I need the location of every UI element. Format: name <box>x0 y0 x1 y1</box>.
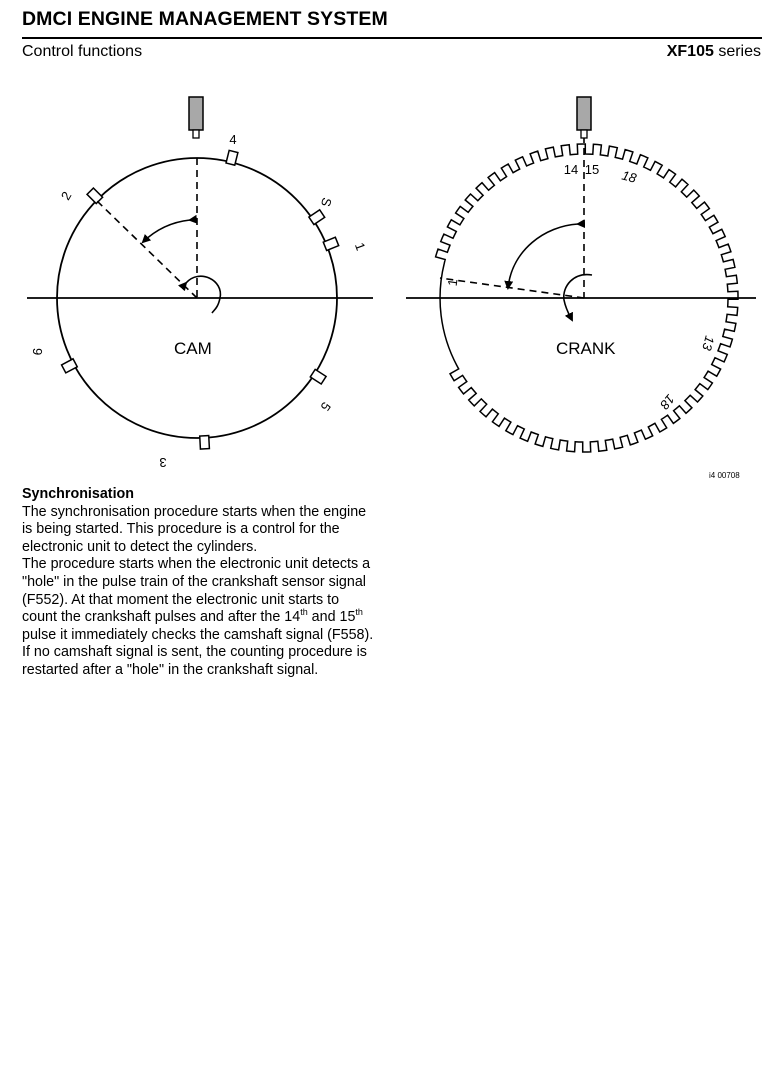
tooth-number-label: 14 <box>563 162 579 177</box>
crank-tooth-reference-line <box>440 278 584 298</box>
crank-sensor-tip <box>581 130 587 138</box>
cam-tooth-reference-line <box>96 200 197 298</box>
crank-wheel <box>406 97 756 452</box>
cam-angle-arc <box>186 276 220 313</box>
cam-sensor-icon <box>189 97 203 130</box>
cam-tooth <box>310 369 326 384</box>
tooth-number-label: 13 <box>699 334 718 353</box>
tooth-number-label: 2 <box>57 188 75 203</box>
cam-tooth-numbers <box>30 132 369 470</box>
cam-tooth <box>323 237 338 250</box>
series-word: series <box>718 43 761 60</box>
figure-reference: i4 00708 <box>709 471 740 480</box>
paragraph-2: The procedure starts when the electronic unit detects a "hole" in the pulse train of the crankshaft sensor signal (F552). At that moment the electronic unit starts to count the crankshaft pulses and after the 14th and 15th pulse it immediately checks the camshaft signal (F558). If no camshaft signal is sent, the counting procedure is restarted after a "hole" in the crankshaft signal. <box>22 556 374 678</box>
cam-tooth <box>62 359 78 373</box>
title-divider <box>22 37 762 39</box>
crank-sensor-icon <box>577 97 591 130</box>
cam-sensor-tip <box>193 130 199 138</box>
section-heading: Synchronisation <box>22 486 135 502</box>
tooth-number-label: 4 <box>229 132 237 147</box>
tooth-number-label: 3 <box>159 455 167 470</box>
crank-tooth-numbers <box>445 162 718 413</box>
tooth-number-label: 18 <box>657 391 678 413</box>
cam-wheel <box>27 97 373 449</box>
cam-label: CAM <box>174 339 212 358</box>
crank-label: CRANK <box>556 339 616 358</box>
sync-diagram <box>0 70 771 480</box>
tooth-number-label: 5 <box>317 399 334 414</box>
document-title: DMCI ENGINE MANAGEMENT SYSTEM <box>22 8 388 30</box>
paragraph-1: The synchronisation procedure starts when the engine is being started. This procedure is a control for the electronic unit to detect the cylinders. <box>22 503 367 555</box>
crank-rotation-arrow <box>508 224 578 288</box>
section-title: Control functions <box>22 43 143 60</box>
cam-tooth <box>309 210 325 225</box>
series-code: XF105 <box>666 43 714 60</box>
cam-tooth <box>87 188 103 204</box>
series-label <box>667 43 761 61</box>
cam-rotation-arrow <box>143 220 190 242</box>
cam-tooth <box>200 436 210 449</box>
tooth-number-label: 1 <box>351 240 369 253</box>
tooth-number-label: 18 <box>620 167 639 186</box>
tooth-number-label: S <box>317 196 335 209</box>
tooth-number-label: 1 <box>444 277 461 287</box>
tooth-number-label: 15 <box>584 162 600 177</box>
article-body <box>22 486 377 680</box>
tooth-number-label: 6 <box>29 347 46 356</box>
